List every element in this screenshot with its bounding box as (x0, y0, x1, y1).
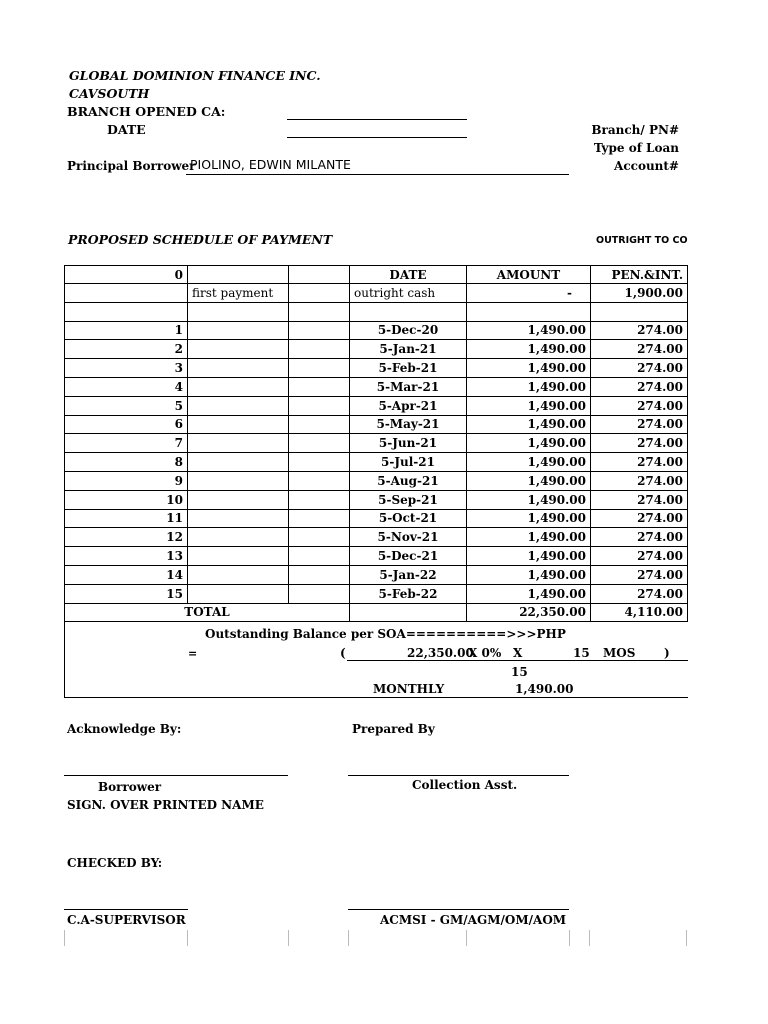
installment-pen-int: 274.00 (591, 434, 688, 453)
type-of-loan-label: Type of Loan (593, 141, 679, 155)
grid-mark (466, 930, 467, 946)
table-cell (289, 284, 350, 303)
payment-schedule-table (64, 265, 688, 622)
table-cell (289, 509, 350, 528)
sign-label: SIGN. OVER PRINTED NAME (67, 798, 264, 812)
installment-date: 5-Mar-21 (350, 377, 467, 396)
table-cell (289, 415, 350, 434)
first-payment-pen-int: 1,900.00 (591, 284, 688, 303)
table-cell (289, 321, 350, 340)
table-row (65, 490, 688, 509)
total-label: TOTAL (65, 603, 350, 622)
table-cell (188, 434, 289, 453)
total-row (65, 603, 688, 622)
installment-date: 5-Feb-21 (350, 359, 467, 378)
installment-pen-int: 274.00 (591, 321, 688, 340)
installment-number: 14 (65, 565, 188, 584)
table-cell (289, 471, 350, 490)
installment-pen-int: 274.00 (591, 396, 688, 415)
installment-pen-int: 274.00 (591, 490, 688, 509)
total-pen-int: 4,110.00 (591, 603, 688, 622)
first-payment-label: first payment (188, 284, 289, 303)
acmsi-signature-line (348, 909, 569, 910)
installment-date: 5-Jun-21 (350, 434, 467, 453)
table-cell (188, 509, 289, 528)
branch-name: CAVSOUTH (69, 86, 150, 101)
table-cell (289, 528, 350, 547)
prepared-label: Prepared By (352, 722, 435, 736)
table-cell (289, 396, 350, 415)
table-cell (65, 284, 188, 303)
balance-x: X (513, 646, 523, 660)
table-row (65, 321, 688, 340)
installment-number: 15 (65, 584, 188, 603)
balance-mos: MOS (603, 646, 636, 660)
table-cell (289, 377, 350, 396)
monthly-label: MONTHLY (373, 682, 445, 696)
installment-pen-int: 274.00 (591, 547, 688, 566)
installment-date: 5-Aug-21 (350, 471, 467, 490)
grid-mark (348, 930, 349, 946)
table-row (65, 565, 688, 584)
installment-pen-int: 274.00 (591, 377, 688, 396)
installment-amount: 1,490.00 (467, 359, 591, 378)
table-cell (188, 547, 289, 566)
installment-amount: 1,490.00 (467, 321, 591, 340)
header-blank (289, 266, 350, 284)
table-cell (188, 396, 289, 415)
installment-date: 5-Oct-21 (350, 509, 467, 528)
installment-number: 10 (65, 490, 188, 509)
table-cell (188, 377, 289, 396)
principal-borrower-label: Principal Borrower (67, 159, 196, 173)
grid-mark (686, 930, 687, 946)
balance-box-bottom (64, 697, 688, 698)
installment-pen-int: 274.00 (591, 340, 688, 359)
balance-amount: 22,350.00 (407, 646, 474, 660)
first-payment-amount: - (467, 284, 591, 303)
table-row (65, 584, 688, 603)
first-payment-row (65, 284, 688, 303)
header-amount: AMOUNT (467, 266, 591, 284)
balance-rate: X 0% (468, 646, 502, 660)
balance-months: 15 (573, 646, 590, 660)
table-cell (289, 359, 350, 378)
installment-amount: 1,490.00 (467, 377, 591, 396)
table-row (65, 415, 688, 434)
installment-pen-int: 274.00 (591, 453, 688, 472)
company-name: GLOBAL DOMINION FINANCE INC. (69, 68, 321, 83)
table-row (65, 377, 688, 396)
table-cell (289, 547, 350, 566)
borrower-signature-line (64, 775, 288, 776)
installment-amount: 1,490.00 (467, 509, 591, 528)
checked-label: CHECKED BY: (67, 856, 163, 870)
branch-opened-line (287, 119, 467, 120)
installment-pen-int: 274.00 (591, 509, 688, 528)
grid-mark (589, 930, 590, 946)
installment-number: 3 (65, 359, 188, 378)
installment-amount: 1,490.00 (467, 528, 591, 547)
outright-note: OUTRIGHT TO CO (596, 235, 688, 246)
header-date: DATE (350, 266, 467, 284)
table-cell (188, 359, 289, 378)
monthly-value: 1,490.00 (515, 682, 574, 696)
installment-number: 13 (65, 547, 188, 566)
collection-label: Collection Asst. (412, 778, 518, 792)
table-row (65, 547, 688, 566)
grid-mark (288, 930, 289, 946)
installment-pen-int: 274.00 (591, 415, 688, 434)
installment-amount: 1,490.00 (467, 547, 591, 566)
installment-pen-int: 274.00 (591, 528, 688, 547)
borrower-line (186, 174, 569, 175)
installment-pen-int: 274.00 (591, 565, 688, 584)
table-cell (350, 603, 467, 622)
table-cell (188, 321, 289, 340)
installment-number: 2 (65, 340, 188, 359)
installment-pen-int: 274.00 (591, 359, 688, 378)
balance-underline (347, 660, 688, 661)
table-row (65, 396, 688, 415)
table-cell (289, 434, 350, 453)
installment-date: 5-Nov-21 (350, 528, 467, 547)
balance-close-paren: ) (664, 646, 670, 660)
installment-date: 5-May-21 (350, 415, 467, 434)
installment-date: 5-Jul-21 (350, 453, 467, 472)
installment-number: 6 (65, 415, 188, 434)
installment-date: 5-Jan-22 (350, 565, 467, 584)
grid-mark (187, 930, 188, 946)
table-row (65, 340, 688, 359)
header-num: 0 (65, 266, 188, 284)
installment-date: 5-Feb-22 (350, 584, 467, 603)
schedule-title: PROPOSED SCHEDULE OF PAYMENT (68, 232, 333, 247)
installment-number: 11 (65, 509, 188, 528)
installment-amount: 1,490.00 (467, 396, 591, 415)
installment-pen-int: 274.00 (591, 584, 688, 603)
date-line (287, 137, 467, 138)
installment-number: 7 (65, 434, 188, 453)
table-cell (188, 471, 289, 490)
installment-number: 1 (65, 321, 188, 340)
table-cell (188, 528, 289, 547)
header-pen-int: PEN.&INT. (591, 266, 688, 284)
borrower-label: Borrower (98, 780, 162, 794)
table-header-row (65, 266, 688, 284)
table-cell (188, 584, 289, 603)
installment-amount: 1,490.00 (467, 453, 591, 472)
table-cell (289, 565, 350, 584)
installment-amount: 1,490.00 (467, 340, 591, 359)
table-row (65, 509, 688, 528)
blank-row (65, 302, 688, 321)
installment-pen-int: 274.00 (591, 471, 688, 490)
table-cell (289, 584, 350, 603)
supervisor-label: C.A-SUPERVISOR (67, 913, 186, 927)
table-cell (188, 340, 289, 359)
table-row (65, 434, 688, 453)
header-blank (188, 266, 289, 284)
acknowledge-label: Acknowledge By: (67, 722, 182, 736)
grid-mark (569, 930, 570, 946)
installment-amount: 1,490.00 (467, 490, 591, 509)
table-cell (188, 565, 289, 584)
balance-equals: = (188, 647, 198, 660)
installment-date: 5-Jan-21 (350, 340, 467, 359)
installment-date: 5-Dec-20 (350, 321, 467, 340)
supervisor-signature-line (64, 909, 188, 910)
table-row (65, 359, 688, 378)
branch-pn-label: Branch/ PN# (591, 123, 679, 137)
installment-amount: 1,490.00 (467, 584, 591, 603)
installment-amount: 1,490.00 (467, 565, 591, 584)
installment-amount: 1,490.00 (467, 434, 591, 453)
table-cell (289, 490, 350, 509)
principal-borrower-value: PIOLINO, EDWIN MILANTE (190, 157, 351, 172)
acmsi-label: ACMSI - GM/AGM/OM/AOM (380, 913, 567, 927)
table-cell (289, 340, 350, 359)
date-label: DATE (107, 122, 146, 137)
table-row (65, 471, 688, 490)
installment-number: 8 (65, 453, 188, 472)
installment-date: 5-Sep-21 (350, 490, 467, 509)
installment-number: 9 (65, 471, 188, 490)
installment-amount: 1,490.00 (467, 471, 591, 490)
installment-date: 5-Apr-21 (350, 396, 467, 415)
installment-amount: 1,490.00 (467, 415, 591, 434)
balance-divisor: 15 (511, 665, 528, 679)
collection-signature-line (348, 775, 569, 776)
grid-mark (64, 930, 65, 946)
installment-date: 5-Dec-21 (350, 547, 467, 566)
first-payment-date: outright cash (350, 284, 467, 303)
installment-number: 5 (65, 396, 188, 415)
table-cell (188, 490, 289, 509)
table-cell (188, 415, 289, 434)
balance-box-left (64, 622, 65, 698)
installment-number: 12 (65, 528, 188, 547)
installment-number: 4 (65, 377, 188, 396)
total-amount: 22,350.00 (467, 603, 591, 622)
table-cell (188, 453, 289, 472)
account-label: Account# (614, 159, 679, 173)
table-row (65, 453, 688, 472)
balance-label: Outstanding Balance per SOA==========>>>PHP (205, 627, 566, 641)
balance-open-paren: ( (340, 646, 346, 660)
branch-opened-label: BRANCH OPENED CA: (67, 104, 226, 119)
table-cell (289, 453, 350, 472)
table-row (65, 528, 688, 547)
